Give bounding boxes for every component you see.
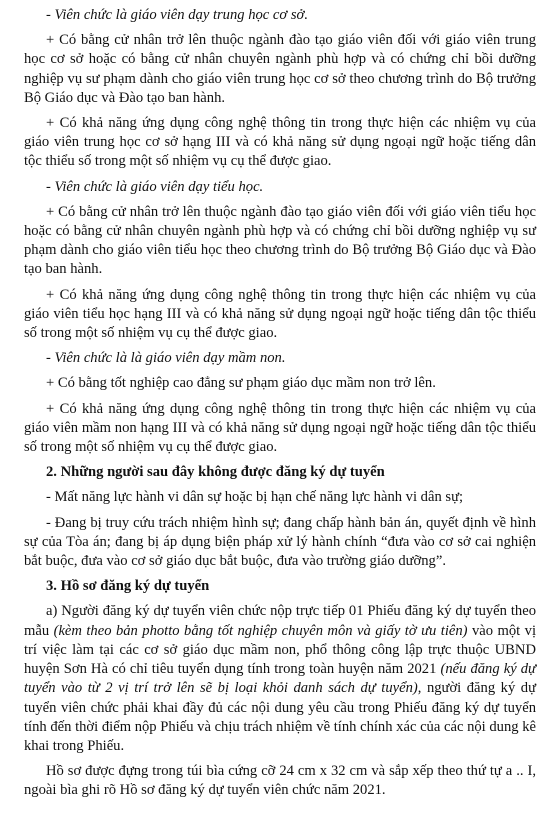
middle-school-header: - Viên chức là giáo viên dạy trung học cơ sở.	[46, 7, 308, 23]
preschool-it-requirement: + Có khả năng ứng dụng công nghệ thông tin trong thực hiện các nhiệm vụ của giáo viên mầm non hạng III và có khả năng sử dụng ngoại ngữ hoặc tiếng dân tộc thiểu số trong một số nhiệm vụ cụ thể được giao.	[24, 400, 536, 456]
middle-school-degree-requirement: + Có bằng cử nhân trở lên thuộc ngành đào tạo giáo viên đối với giáo viên trung học cơ sở hoặc có bằng cử nhân chuyên ngành phù hợp và có chứng chỉ bồi dưỡng nghiệp vụ sư phạm dành cho giáo viên trung học cơ sở theo chương trình do Bộ trưởng Bộ Giáo dục và Đào tạo ban hành.	[24, 32, 536, 106]
item-a-italic-note-2: (nếu đăng ký dự tuyển vào từ 2 vị trí trở lên sẽ bị loại khỏi danh sách dự tuyển)	[24, 661, 536, 697]
primary-school-it-requirement: + Có khả năng ứng dụng công nghệ thông tin trong thực hiện các nhiệm vụ của giáo viên tiểu học hạng III và có khả năng sử dụng ngoại ngữ hoặc tiếng dân tộc thiểu số trong một số nhiệm vụ cụ thể được giao.	[24, 286, 536, 342]
section-2-item-1: - Mất năng lực hành vi dân sự hoặc bị hạn chế năng lực hành vi dân sự;	[46, 489, 464, 506]
item-a-italic-note-1: (kèm theo bản photto bằng tốt nghiệp chuyên môn và giấy tờ ưu tiên)	[53, 622, 468, 639]
primary-school-header: - Viên chức là giáo viên dạy tiểu học.	[46, 178, 264, 195]
middle-school-it-requirement: + Có khả năng ứng dụng công nghệ thông tin trong thực hiện các nhiệm vụ của giáo viên trung học cơ sở hạng III và có khả năng sử dụng ngoại ngữ hoặc tiếng dân tộc thiểu số trong một số nhiệm vụ cụ thể được giao.	[24, 115, 536, 170]
preschool-degree-requirement: + Có bằng tốt nghiệp cao đẳng sư phạm giáo dục mầm non trở lên.	[46, 375, 436, 392]
primary-school-degree-requirement: + Có bằng cử nhân trở lên thuộc ngành đào tạo giáo viên đối với giáo viên tiểu học hoặc có bằng cử nhân chuyên ngành phù hợp và có chứng chỉ bồi dưỡng nghiệp vụ sư phạm dành cho giáo viên tiểu học theo chương trình do Bộ trưởng Bộ Giáo dục và Đào tạo ban hành.	[24, 203, 536, 278]
section-3-folder-instructions: Hồ sơ được đựng trong túi bìa cứng cỡ 24 cm x 32 cm và sắp xếp theo thứ tự a .. I, ngoài bìa ghi rõ Hồ sơ đăng ký dự tuyển viên chức năm 2021.	[24, 763, 536, 799]
preschool-header: - Viên chức là là giáo viên dạy mầm non.	[46, 350, 286, 367]
section-2-heading: 2. Những người sau đây không được đăng ký dự tuyển	[46, 464, 385, 481]
section-3-item-a	[24, 602, 536, 756]
section-3-heading: 3. Hồ sơ đăng ký dự tuyển	[46, 578, 210, 595]
item-a-text-3: , người đăng ký dự tuyển viên chức phải khai đầy đủ các nội dung yêu cầu trong Phiếu đăng ký dự tuyển tính đến thời điểm nộp Phiếu và chịu trách nhiệm về tính chính xác của các nội dung kê khai trong Phiếu.	[24, 680, 536, 754]
item-a-text-2: vào một vị trí việc làm tại các cơ sở giáo dục mầm non, phổ thông công lập trực thuộc UBND huyện Sơn Hà có chỉ tiêu tuyển dụng tính trong toàn huyện năm 2021	[24, 622, 537, 678]
item-a-text-1: a) Người đăng ký dự tuyển viên chức nộp trực tiếp 01 Phiếu đăng ký dự tuyển theo mẫu	[24, 603, 536, 639]
section-2-item-2: - Đang bị truy cứu trách nhiệm hình sự; đang chấp hành bản án, quyết định về hình sự của Tòa án; đang bị áp dụng biện pháp xử lý hành chính “đưa vào cơ sở cai nghiện bắt buộc, đưa vào cơ sở giáo dục bắt buộc, đưa vào trường giáo dưỡng”.	[24, 514, 536, 570]
